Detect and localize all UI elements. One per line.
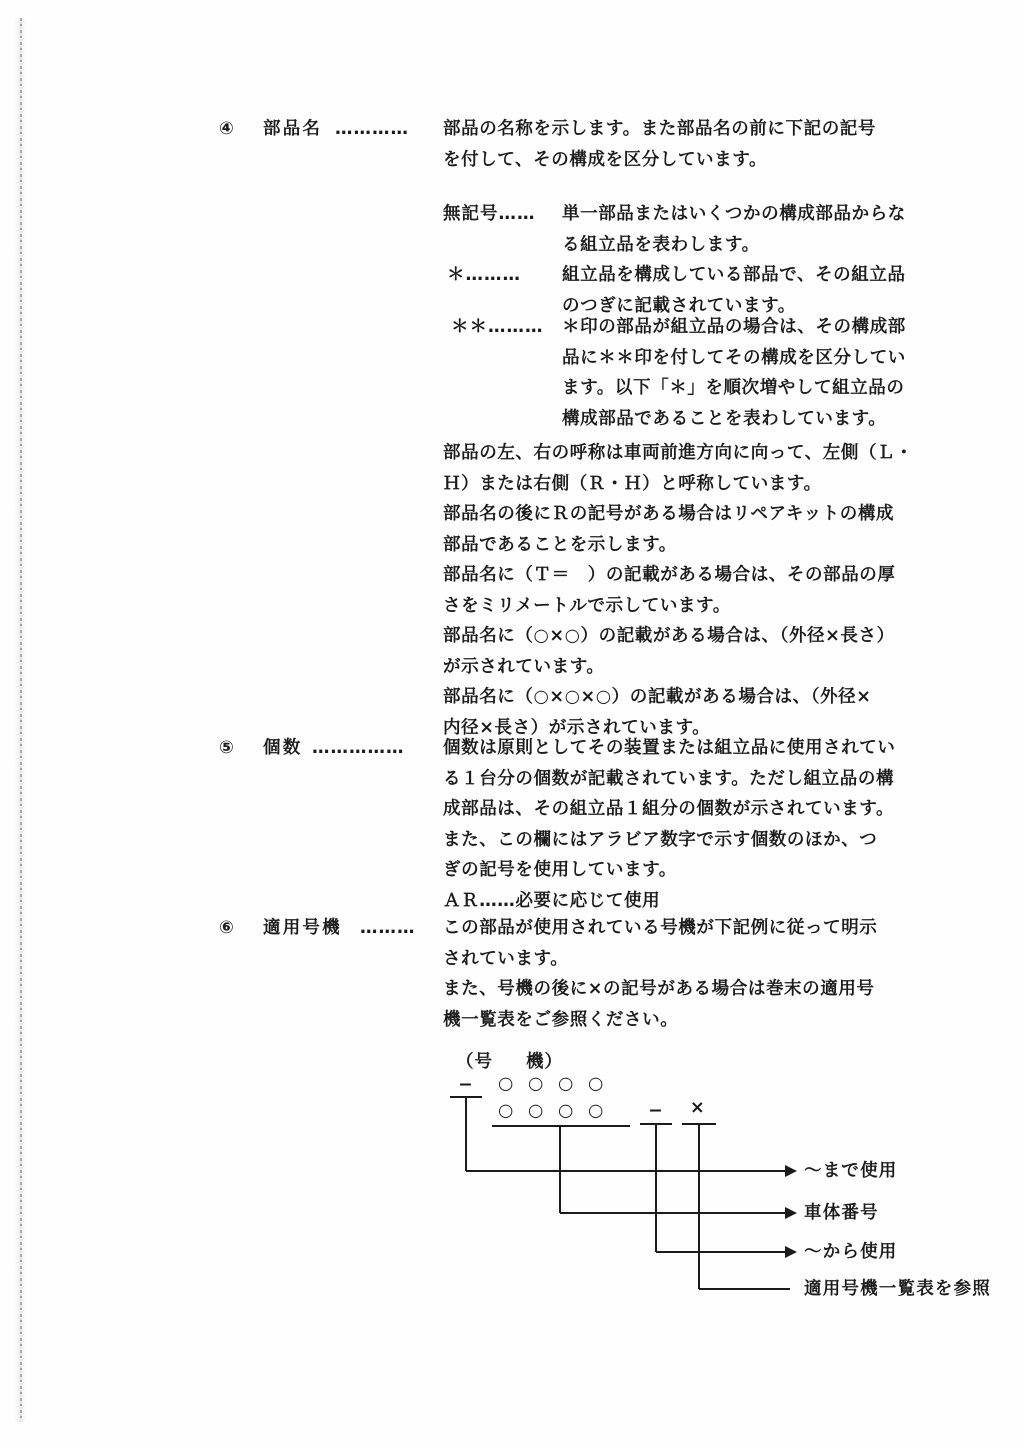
diagram-circle-r2-c1: ○ bbox=[498, 1101, 514, 1121]
diagram-callout-used-from: ～から使用 bbox=[804, 1242, 898, 1262]
section-label-4: 部品名 bbox=[263, 119, 323, 139]
sublist-symbol-no-mark: 無記号…… bbox=[443, 204, 536, 224]
applicable-unit-number-diagram bbox=[440, 1040, 1000, 1299]
diagram-header-right: 機） bbox=[526, 1052, 563, 1072]
diagram-circle-r1-c4: ○ bbox=[588, 1074, 604, 1094]
sublist-text-double-asterisk: ＊印の部品が組立品の場合は、その構成部 品に＊＊印を付してその構成を区分してい ます。以下「＊」を順次増やして組立品の 構成部品であることを表わしています。 bbox=[562, 317, 906, 429]
section-body-4: 部品の名称を示します。また部品名の前に下記の記号 を付して、その構成を区分しています。 bbox=[443, 119, 876, 170]
diagram-circle-r2-c3: ○ bbox=[558, 1101, 574, 1121]
diagram-circle-r2-c2: ○ bbox=[528, 1101, 544, 1121]
diagram-header-left: （号 bbox=[456, 1052, 493, 1072]
sublist-symbol-single-asterisk: ＊……… bbox=[447, 265, 521, 285]
diagram-callout-chassis-number: 車体番号 bbox=[804, 1203, 879, 1223]
diagram-callout-used-until: ～まで使用 bbox=[804, 1161, 898, 1181]
section-marker-4: ④ bbox=[219, 119, 234, 139]
diagram-circle-r1-c1: ○ bbox=[498, 1074, 514, 1094]
section-marker-6: ⑥ bbox=[219, 918, 234, 938]
diagram-symbol-dash-left: − bbox=[458, 1075, 473, 1095]
section-body-5: 個数は原則としてその装置または組立品に使用されてい る１台分の個数が記載されています。ただし組立品の構 成部品は、その組立品１組分の個数が示されています。 また、この欄にはアラビア数字で示す個数のほか、つ ぎの記号を使用しています。 ＡＲ……必要に応じて使用 bbox=[443, 738, 896, 911]
diagram-leader-lines bbox=[440, 1040, 1000, 1290]
section-leader-5: …………… bbox=[312, 738, 405, 758]
sublist-symbol-double-asterisk: ＊＊……… bbox=[451, 317, 544, 337]
diagram-symbol-cross: × bbox=[690, 1098, 705, 1118]
section-leader-6: ……… bbox=[360, 918, 416, 938]
section-body-6: この部品が使用されている号機が下記例に従って明示 されています。 また、号機の後に×の記号がある場合は巻末の適用号 機一覧表をご参照ください。 bbox=[443, 918, 878, 1030]
diagram-circle-r2-c4: ○ bbox=[588, 1101, 604, 1121]
sublist-text-no-mark: 単一部品またはいくつかの構成部品からな る組立品を表わします。 bbox=[562, 204, 906, 255]
section-label-6: 適用号機 bbox=[263, 918, 342, 938]
sublist-text-single-asterisk: 組立品を構成している部品で、その組立品 のつぎに記載されています。 bbox=[562, 265, 906, 316]
diagram-circle-r1-c2: ○ bbox=[528, 1074, 544, 1094]
diagram-callout-see-unit-list: 適用号機一覧表を参照 bbox=[804, 1279, 991, 1299]
section-leader-4: ………… bbox=[335, 119, 409, 139]
scan-edge-line bbox=[20, 18, 22, 1422]
section-body-4-continued: 部品の左、右の呼称は車両前進方向に向って、左側（Ｌ・ Ｈ）または右側（Ｒ・Ｈ）と呼称しています。 部品名の後にＲの記号がある場合はリペアキットの構成 部品であることを示します。 部品名に（Ｔ＝ ）の記載がある場合は、その部品の厚 さをミリメートルで示しています。 部品名に（○×○）の記載がある場合は、（外径×長さ） が示されています。 部品名に（○×○×○）の記載がある場合は、（外径× 内径×長さ）が示されています。 bbox=[443, 443, 914, 738]
section-label-5: 個数 bbox=[263, 738, 303, 758]
section-marker-5: ⑤ bbox=[219, 738, 234, 758]
diagram-circle-r1-c3: ○ bbox=[558, 1074, 574, 1094]
diagram-symbol-dash-right: − bbox=[648, 1101, 663, 1121]
